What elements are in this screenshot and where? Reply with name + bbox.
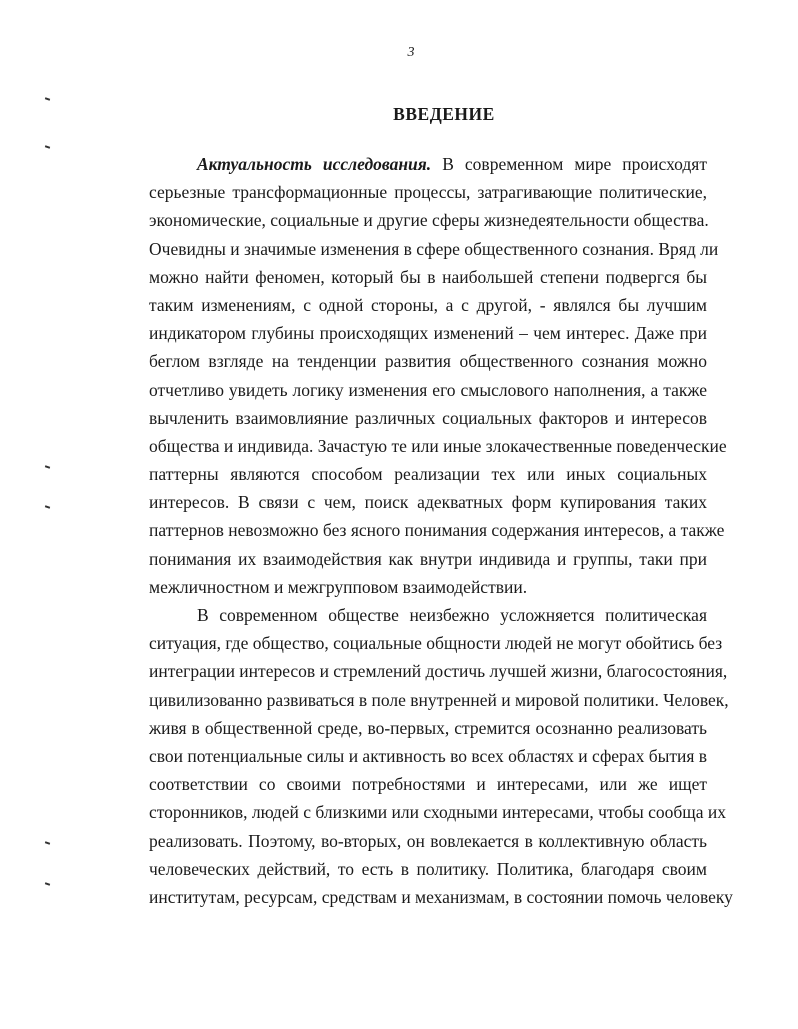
- text-line: человеческих действий, то есть в политику. Политика, благодаря своим: [149, 858, 707, 879]
- text-line: индикатором глубины происходящих изменений – чем интерес. Даже при: [149, 323, 707, 344]
- paragraph-2: [149, 601, 733, 911]
- body-text: [149, 150, 733, 911]
- text-line: свои потенциальные силы и активность во всех областях и сферах бытия в: [149, 745, 708, 766]
- binding-mark: [45, 883, 52, 889]
- text-line: институтам, ресурсам, средствам и механизмам, в состоянии помочь человеку: [149, 886, 733, 907]
- text-line: отчетливо увидеть логику изменения его смыслового наполнения, а также: [149, 379, 707, 400]
- text-line: понимания их взаимодействия как внутри индивида и группы, таки при: [149, 548, 707, 569]
- section-heading: ВВЕДЕНИЕ: [393, 104, 495, 124]
- text-line: экономические, социальные и другие сферы жизнедеятельности общества.: [149, 210, 709, 231]
- text-line: серьезные трансформационные процессы, затрагивающие политические,: [149, 182, 707, 203]
- text-line: паттернов невозможно без ясного понимания содержания интересов, а также: [149, 520, 725, 541]
- binding-mark: [45, 146, 52, 152]
- text-line: таким изменениям, с одной стороны, а с другой, - являлся бы лучшим: [149, 294, 707, 315]
- text-line: цивилизованно развиваться в поле внутренней и мировой политики. Человек,: [149, 689, 729, 710]
- binding-mark: [45, 842, 52, 848]
- text-line: Очевидны и значимые изменения в сфере общественного сознания. Вряд ли: [149, 238, 719, 259]
- text-line: ситуация, где общество, социальные общности людей не могут обойтись без: [149, 633, 723, 654]
- text-line: межличностном и межгрупповом взаимодействии.: [149, 576, 528, 597]
- text-line: интеграции интересов и стремлений достичь лучшей жизни, благосостояния,: [149, 661, 728, 682]
- text-line: реализовать. Поэтому, во-вторых, он вовлекается в коллективную область: [149, 830, 707, 851]
- text-line: [149, 150, 707, 178]
- paragraph-1: [149, 150, 727, 601]
- text-line: беглом взгляде на тенденции развития общественного сознания можно: [149, 351, 707, 372]
- binding-mark: [45, 506, 52, 512]
- text-line: общества и индивида. Зачастую те или иные злокачественные поведенческие: [149, 435, 727, 456]
- text-line-fragment: В современном мире происходят: [431, 154, 708, 174]
- text-line: соответствии со своими потребностями и интересами, или же ищет: [149, 774, 707, 795]
- binding-mark: [45, 98, 52, 104]
- binding-mark: [45, 466, 52, 472]
- text-line: В современном обществе неизбежно усложняется политическая: [197, 605, 707, 625]
- text-line: паттерны являются способом реализации тех или иных социальных: [149, 464, 707, 485]
- page-number: 3: [407, 45, 415, 60]
- text-line: сторонников, людей с близкими или сходными интересами, чтобы сообща их: [149, 802, 727, 823]
- paragraph-lead: Актуальность исследования.: [197, 154, 432, 174]
- text-line: интересов. В связи с чем, поиск адекватных форм купирования таких: [149, 492, 707, 513]
- text-line: живя в общественной среде, во-первых, стремится осознанно реализовать: [149, 717, 707, 738]
- text-line: можно найти феномен, который бы в наибольшей степени подвергся бы: [149, 266, 707, 287]
- text-line: вычленить взаимовлияние различных социальных факторов и интересов: [149, 407, 707, 428]
